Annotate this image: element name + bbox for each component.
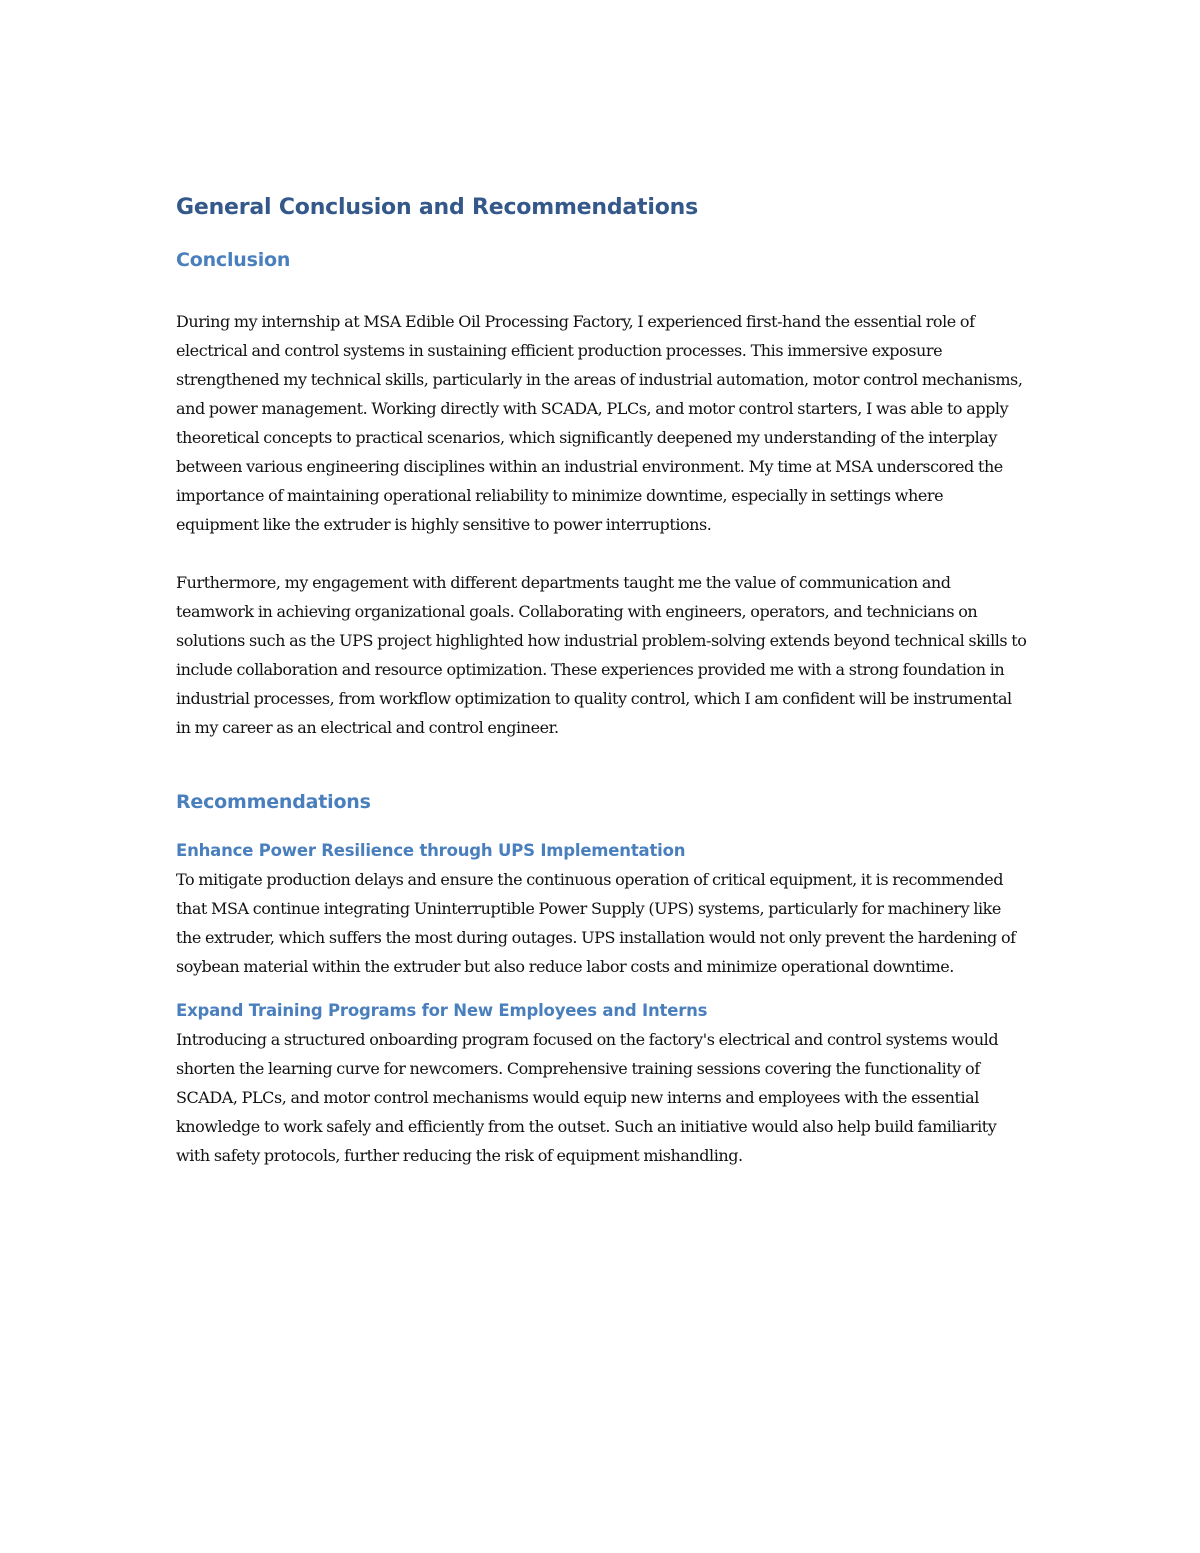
conclusion-heading: Conclusion xyxy=(176,249,291,271)
recommendation-1-text: To mitigate production delays and ensure the continuous operation of critical equipment, it is recommended that MSA continue integrating Uninterruptible Power Supply (UPS) systems, particularly for machinery like the extruder, which suffers the most during outages. UPS installation would not only prevent the hardening of soybean material within the extruder but also reduce labor costs and minimize operational downtime. xyxy=(176,870,1016,976)
conclusion-paragraph-2: Furthermore, my engagement with different departments taught me the value of communication and teamwork in achieving organizational goals. Collaborating with engineers, operators, and technicians on solutions such as the UPS project highlighted how industrial problem-solving extends beyond technical skills to include collaboration and resource optimization. These experiences provided me with a strong foundation in industrial processes, from workflow optimization to quality control, which I am confident will be instrumental in my career as an electrical and control engineer. xyxy=(176,573,1027,737)
recommendation-1-heading: Enhance Power Resilience through UPS Implementation xyxy=(176,841,686,860)
recommendation-2-heading: Expand Training Programs for New Employees and Interns xyxy=(176,1001,708,1020)
recommendation-2-text: Introducing a structured onboarding program focused on the factory's electrical and control systems would shorten the learning curve for newcomers. Comprehensive training sessions covering the functionality of SCADA, PLCs, and motor control mechanisms would equip new interns and employees with the essential knowledge to work safely and efficiently from the outset. Such an initiative would also help build familiarity with safety protocols, further reducing the risk of equipment mishandling. xyxy=(176,1030,999,1165)
page-title: General Conclusion and Recommendations xyxy=(176,195,698,220)
recommendations-heading: Recommendations xyxy=(176,791,371,813)
conclusion-paragraph-1: During my internship at MSA Edible Oil Processing Factory, I experienced first-hand the essential role of electrical and control systems in sustaining efficient production processes. This immersive exposure strengthened my technical skills, particularly in the areas of industrial automation, motor control mechanisms, and power management. Working directly with SCADA, PLCs, and motor control starters, I was able to apply theoretical concepts to practical scenarios, which significantly deepened my understanding of the interplay between various engineering disciplines within an industrial environment. My time at MSA underscored the importance of maintaining operational reliability to minimize downtime, especially in settings where equipment like the extruder is highly sensitive to power interruptions. xyxy=(176,312,1023,534)
document-body xyxy=(176,188,1028,1170)
